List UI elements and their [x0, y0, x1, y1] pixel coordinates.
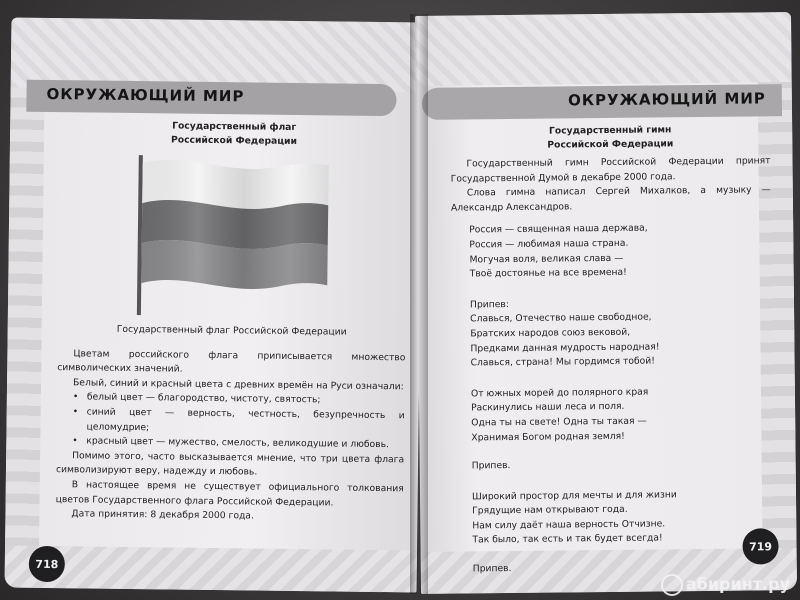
verse-line: Россия — любимая наша страна. — [469, 237, 629, 251]
watermark — [661, 574, 790, 596]
labirint-logo-icon — [661, 574, 683, 596]
verse-line: Широкий простор для мечты и для жизни — [471, 488, 677, 503]
verse-line: Одна ты на свете! Одна ты такая — — [471, 415, 647, 429]
decorative-border-left — [5, 87, 45, 547]
anthem-verse-2 — [471, 384, 774, 446]
verse-line: От южных морей до полярного края — [470, 386, 649, 400]
decorative-border-top — [415, 12, 792, 86]
watermark-text: абиринт.ру — [685, 574, 790, 594]
anthem-refrain — [470, 295, 773, 371]
paragraph: Помимо этого, часто высказывается мнение, что три цвета флага символизируют веру, надежду и любовь. — [55, 450, 405, 478]
section-title-line: Российской Федерации — [547, 138, 674, 151]
refrain-heading: Припев: — [469, 298, 509, 311]
page-number: 719 — [742, 528, 778, 564]
decorative-border-bottom — [5, 545, 417, 592]
chapter-title: ОКРУЖАЮЩИЙ МИР — [46, 84, 245, 106]
adoption-date: Дата принятия: 8 декабря 2000 года. — [71, 508, 254, 522]
chapter-title: ОКРУЖАЮЩИЙ МИР — [567, 89, 766, 110]
verse-line: Славься, страна! Мы гордимся тобой! — [470, 355, 655, 369]
refrain-label: Припев. — [471, 460, 511, 472]
verse-line: Раскинулись наши леса и поля. — [471, 401, 625, 414]
list-item: • красный цвет — мужество, смелость, великодушие и любовь. — [86, 435, 404, 453]
section-title-line: Государственный флаг — [172, 120, 297, 133]
verse-line: Могучая воля, великая слава — — [469, 252, 624, 265]
paragraph: Государственный гимн Российской Федерации принят Государственной Думой в декабре 2000 года. — [450, 155, 771, 185]
verse-line: Братских народов союз вековой, — [470, 326, 631, 340]
list-item: • синий цвет — верность, честность, безупречность и целомудрие; — [86, 405, 404, 438]
verse-line: Хранимая Богом родная земля! — [471, 430, 625, 443]
anthem-verse-3 — [472, 487, 775, 549]
verse-line: Так было, так есть и так будет всегда! — [472, 532, 663, 546]
color-meanings-list — [56, 390, 405, 453]
list-item: • белый цвет — благородство, чистоту, святость; — [87, 391, 405, 409]
paragraph: Слова гимна написал Сергей Михалков, а музыку — Александр Александров. — [450, 184, 771, 214]
chapter-header — [422, 84, 782, 120]
section-title-line: Государственный гимн — [548, 124, 672, 137]
chapter-header — [26, 80, 396, 117]
section-title — [450, 122, 770, 153]
section-title-line: Российской Федерации — [170, 134, 298, 148]
verse-line: Нам силу даёт наша верность Отчизне. — [472, 518, 666, 532]
page-number: 718 — [29, 546, 65, 582]
verse-line: Россия — священная наша держава, — [469, 222, 648, 236]
book-gutter-shadow — [410, 14, 428, 594]
verse-line: Твоё достоянье на все времена! — [469, 266, 627, 280]
paragraph: В настоящее время не существует официального толкования цветов Государственного флага Российской Федерации. — [55, 479, 404, 509]
verse-line: Предками данная мудрость народная! — [470, 340, 660, 354]
paragraph: Белый, синий и красный цвета с древних времён на Руси означали: — [72, 377, 404, 393]
refrain-label: Припев. — [472, 563, 512, 575]
section-title — [60, 118, 408, 150]
left-page-content — [55, 118, 408, 526]
flag-caption: Государственный флаг Российской Федерации — [116, 323, 347, 338]
right-page-content — [450, 122, 775, 577]
verse-line: Славься, Отечество наше свободное, — [470, 311, 652, 325]
paragraph: Цветам российского флага приписывается множество символических значений. — [57, 347, 406, 375]
anthem-verse-1 — [469, 221, 772, 283]
verse-line: Грядущие нам открывают года. — [472, 504, 628, 517]
flag-shading — [141, 160, 329, 290]
left-page — [5, 18, 424, 593]
flag-svg — [127, 151, 339, 324]
russian-flag-image — [127, 151, 339, 324]
right-page — [415, 12, 797, 594]
